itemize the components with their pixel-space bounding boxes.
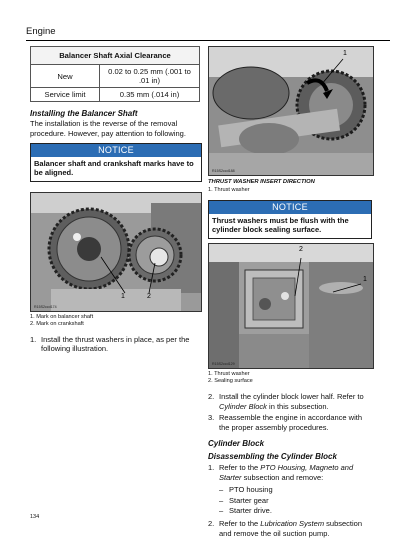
step-item [208, 519, 372, 539]
figure-code: R15S2ccd129 [212, 361, 235, 366]
crankshaft-illustration [209, 47, 373, 175]
install-heading: Installing the Balancer Shaft [30, 109, 138, 119]
step-item [208, 463, 372, 483]
step-text: Install the cylinder block lower half. Refer to [219, 391, 364, 401]
step-text: subsection and remove: [241, 472, 324, 482]
step-text: in this subsection. [266, 401, 329, 411]
caption-item: 1. Thrust washer [208, 370, 250, 377]
step-text: Reassemble the engine in accordance with the proper assembly procedures. [219, 413, 363, 433]
step-text: Refer to the [219, 462, 261, 472]
clearance-table [30, 46, 200, 102]
left-column [30, 46, 202, 356]
table-title: Balancer Shaft Axial Clearance [31, 47, 200, 65]
figure-cylinder-block [208, 243, 374, 369]
figure-code: R15S2ccd174 [34, 304, 57, 309]
callout-1: 1 [363, 275, 367, 283]
figure-caption [208, 371, 372, 386]
caption-item: 2. Sealing surface [208, 378, 253, 385]
list-item: – PTO housing [219, 485, 372, 495]
step-text: subsection and remove the oil suction pump. [219, 518, 363, 538]
caption-item: 1. Mark on balancer shaft [30, 313, 94, 320]
callout-1: 1 [343, 50, 347, 57]
cross-reference-link[interactable]: PTO Housing, Magneto and Starter [219, 462, 354, 482]
figure-balancer-gears [30, 192, 202, 312]
notice-bar: NOTICE [209, 201, 371, 214]
notice-text: Thrust washers must be flush with the cylinder block sealing surface. [212, 216, 349, 235]
notice-box [208, 200, 372, 239]
callout-1: 1 [121, 292, 125, 300]
step-item [208, 392, 372, 412]
disassembly-heading: Disassembling the Cylinder Block [208, 451, 337, 461]
step-number: 1. [208, 462, 215, 472]
cylinder-steps [208, 463, 372, 483]
table-row [31, 65, 200, 88]
cylinder-steps-cont [208, 519, 372, 539]
row-label: Service limit [31, 88, 100, 102]
right-steps [208, 392, 372, 433]
header-rule [26, 40, 390, 41]
step-number: 2. [208, 391, 215, 401]
step-text: Refer to the [219, 518, 261, 528]
gears-illustration [31, 193, 201, 311]
cylinder-block-illustration [209, 244, 373, 368]
list-item: – Starter gear [219, 496, 372, 506]
figure-caption [208, 187, 372, 195]
figure-caption-title: THRUST WASHER INSERT DIRECTION [208, 179, 315, 185]
step-number: 1. [30, 334, 37, 344]
page-header [26, 26, 390, 41]
caption-item: 2. Mark on crankshaft [30, 321, 84, 328]
row-value: 0.02 to 0.25 mm (.001 to .01 in) [100, 65, 200, 88]
row-value: 0.35 mm (.014 in) [100, 88, 200, 102]
figure-code: R15S2ccd188 [212, 169, 235, 173]
step-item [30, 335, 202, 355]
section-title: Engine [26, 26, 56, 37]
cylinder-heading: Cylinder Block [208, 438, 265, 448]
row-label: New [31, 65, 100, 88]
cross-reference-link[interactable]: Cylinder Block [219, 401, 267, 411]
callout-2: 2 [147, 292, 151, 300]
figure-thrust-washer-direction [208, 46, 374, 176]
notice-text: Balancer shaft and crankshaft marks have to be aligned. [34, 158, 194, 178]
notice-bar: NOTICE [31, 144, 201, 157]
step-item [208, 413, 372, 433]
figure-caption [30, 314, 202, 329]
table-row [31, 88, 200, 102]
cross-reference-link[interactable]: Lubrication System [260, 518, 325, 528]
callout-2: 2 [299, 245, 303, 253]
step-text: Install the thrust washers in place, as per the following illustration. [41, 334, 190, 354]
install-body: The installation is the reverse of the removal procedure. However, pay attention to following. [30, 119, 186, 139]
left-steps [30, 335, 202, 355]
notice-box [30, 143, 202, 182]
step-number: 3. [208, 413, 215, 423]
page-number: 134 [30, 514, 40, 520]
removal-list [219, 485, 372, 515]
list-item: – Starter drive. [219, 506, 372, 516]
step-number: 2. [208, 518, 215, 528]
right-column [208, 46, 372, 540]
caption-item: 1. Thrust washer [208, 186, 250, 193]
